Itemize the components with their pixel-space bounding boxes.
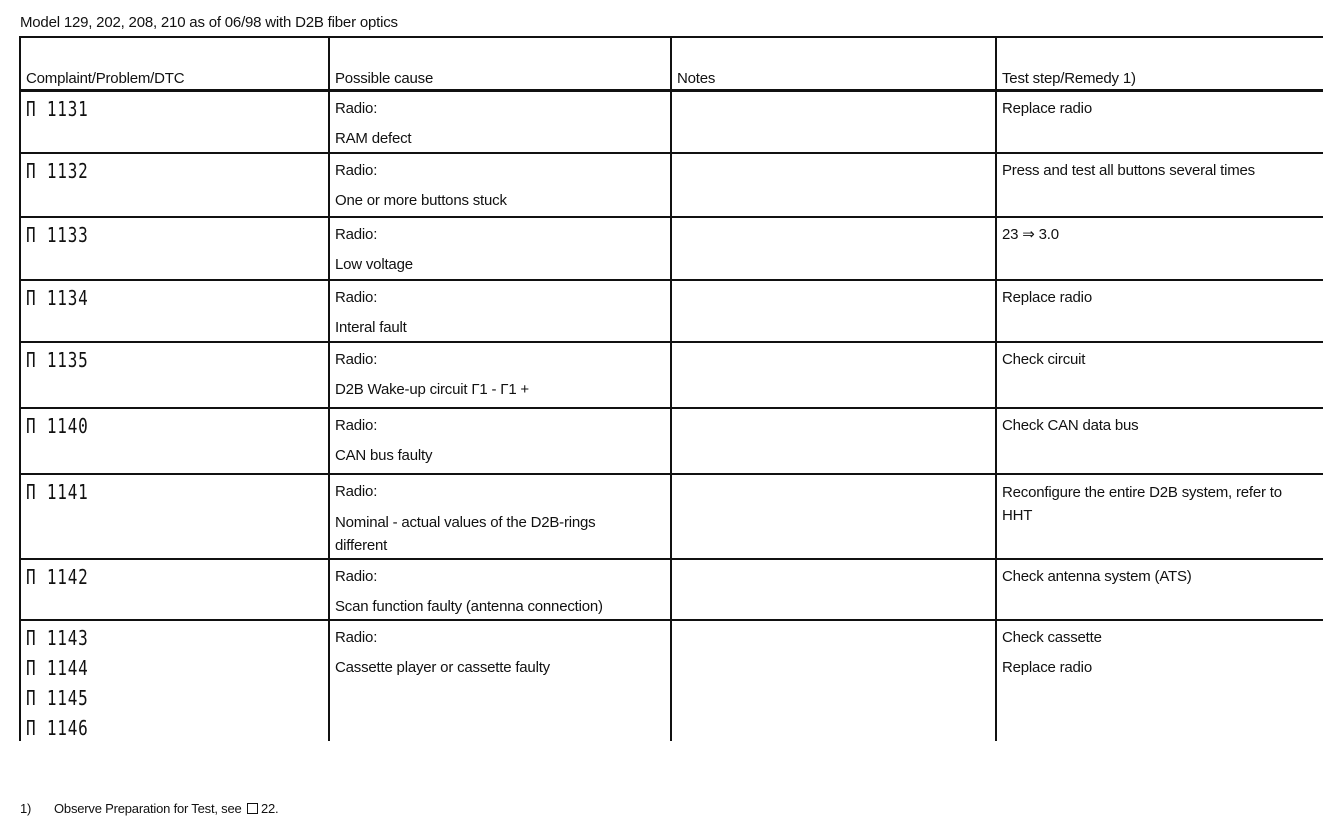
notes-cell xyxy=(671,474,996,559)
header-complaint: Complaint/Problem/DTC xyxy=(20,37,329,91)
dtc-cell xyxy=(20,559,329,620)
cause-component: Radio: xyxy=(335,628,378,646)
dtc-cell xyxy=(20,474,329,559)
notes-cell xyxy=(671,559,996,620)
dtc-code: Π 1140 xyxy=(26,413,89,438)
remedy-step: Press and test all buttons several times xyxy=(1002,161,1255,179)
remedy-step: Replace radio xyxy=(1002,288,1092,306)
table-row xyxy=(20,408,1323,474)
notes-cell xyxy=(671,342,996,408)
cause-cell xyxy=(329,342,671,408)
table-row xyxy=(20,474,1323,559)
cause-detail: CAN bus faulty xyxy=(335,446,433,464)
footnote-text: Observe Preparation for Test, see xyxy=(54,801,242,816)
dtc-code: Π 1131 xyxy=(26,97,89,121)
notes-cell xyxy=(671,91,996,153)
footnote-ref-link[interactable]: 22. xyxy=(260,801,279,816)
remedy-step: Check antenna system (ATS) xyxy=(1002,567,1192,585)
cause-cell xyxy=(329,280,671,342)
cause-detail: Low voltage xyxy=(335,255,413,273)
dtc-cell xyxy=(20,280,329,342)
remedy-step: 23 ⇒ 3.0 xyxy=(1002,225,1059,243)
dtc-table-container xyxy=(19,36,1323,741)
remedy-cell xyxy=(996,408,1323,474)
cause-component: Radio: xyxy=(335,567,378,585)
table-row xyxy=(20,620,1323,742)
cause-detail: Nominal - actual values of the D2B-rings different xyxy=(335,513,596,554)
cause-component: Radio: xyxy=(335,225,378,243)
dtc-code: Π 1134 xyxy=(26,285,89,310)
cause-cell xyxy=(329,91,671,153)
remedy-cell xyxy=(996,280,1323,342)
cause-component: Radio: xyxy=(335,288,378,306)
cause-cell xyxy=(329,559,671,620)
remedy-cell xyxy=(996,474,1323,559)
dtc-cell xyxy=(20,620,329,742)
dtc-cell xyxy=(20,153,329,217)
cause-component: Radio: xyxy=(335,416,378,434)
notes-cell xyxy=(671,620,996,742)
dtc-code: Π 1146 xyxy=(26,715,89,740)
footnote xyxy=(20,801,278,816)
cause-component: Radio: xyxy=(335,161,378,179)
dtc-cell xyxy=(20,217,329,280)
notes-cell xyxy=(671,408,996,474)
cause-component: Radio: xyxy=(335,100,378,117)
footnote-number: 1) xyxy=(20,801,32,816)
cause-detail: One or more buttons stuck xyxy=(335,191,507,209)
cause-cell xyxy=(329,217,671,280)
remedy-cell xyxy=(996,217,1323,280)
dtc-code: Π 1141 xyxy=(26,479,89,504)
remedy-cell xyxy=(996,342,1323,408)
table-header-row xyxy=(20,37,1323,91)
remedy-step: Check CAN data bus xyxy=(1002,416,1139,434)
header-remedy: Test step/Remedy 1) xyxy=(996,37,1323,91)
table-row xyxy=(20,342,1323,408)
dtc-code: Π 1142 xyxy=(26,564,89,589)
header-cause: Possible cause xyxy=(329,37,671,91)
dtc-table xyxy=(19,36,1323,741)
cause-cell xyxy=(329,153,671,217)
remedy-cell xyxy=(996,559,1323,620)
notes-cell xyxy=(671,217,996,280)
remedy-cell xyxy=(996,620,1323,742)
remedy-cell xyxy=(996,153,1323,217)
notes-cell xyxy=(671,153,996,217)
table-row xyxy=(20,91,1323,153)
dtc-cell xyxy=(20,91,329,153)
remedy-step: Replace radio xyxy=(1002,100,1092,117)
dtc-code: Π 1135 xyxy=(26,347,89,372)
remedy-step: Replace radio xyxy=(1002,658,1092,676)
cause-detail: Cassette player or cassette faulty xyxy=(335,658,550,676)
dtc-code: Π 1145 xyxy=(26,685,89,710)
dtc-code: Π 1144 xyxy=(26,655,89,680)
cause-detail: Scan function faulty (antenna connection) xyxy=(335,597,603,615)
dtc-cell xyxy=(20,342,329,408)
remedy-step: Check cassette xyxy=(1002,628,1102,646)
cause-cell xyxy=(329,474,671,559)
reference-box-icon xyxy=(247,803,258,814)
dtc-code: Π 1132 xyxy=(26,158,89,183)
remedy-step: Reconfigure the entire D2B system, refer to HHT xyxy=(1002,483,1282,524)
cause-cell xyxy=(329,620,671,742)
cause-component: Radio: xyxy=(335,482,378,500)
dtc-code: Π 1133 xyxy=(26,222,89,247)
header-notes: Notes xyxy=(671,37,996,91)
remedy-cell xyxy=(996,91,1323,153)
cause-cell xyxy=(329,408,671,474)
cause-component: Radio: xyxy=(335,350,378,368)
remedy-step: Check circuit xyxy=(1002,350,1086,368)
dtc-cell xyxy=(20,408,329,474)
notes-cell xyxy=(671,280,996,342)
dtc-code: Π 1143 xyxy=(26,625,89,650)
cause-detail: RAM defect xyxy=(335,130,412,147)
table-row xyxy=(20,153,1323,217)
table-row xyxy=(20,280,1323,342)
table-row xyxy=(20,559,1323,620)
document-title: Model 129, 202, 208, 210 as of 06/98 with D2B fiber optics xyxy=(20,14,398,31)
table-row xyxy=(20,217,1323,280)
cause-detail: D2B Wake-up circuit Γ1 - Γ1 + xyxy=(335,380,529,398)
cause-detail: Interal fault xyxy=(335,318,407,336)
